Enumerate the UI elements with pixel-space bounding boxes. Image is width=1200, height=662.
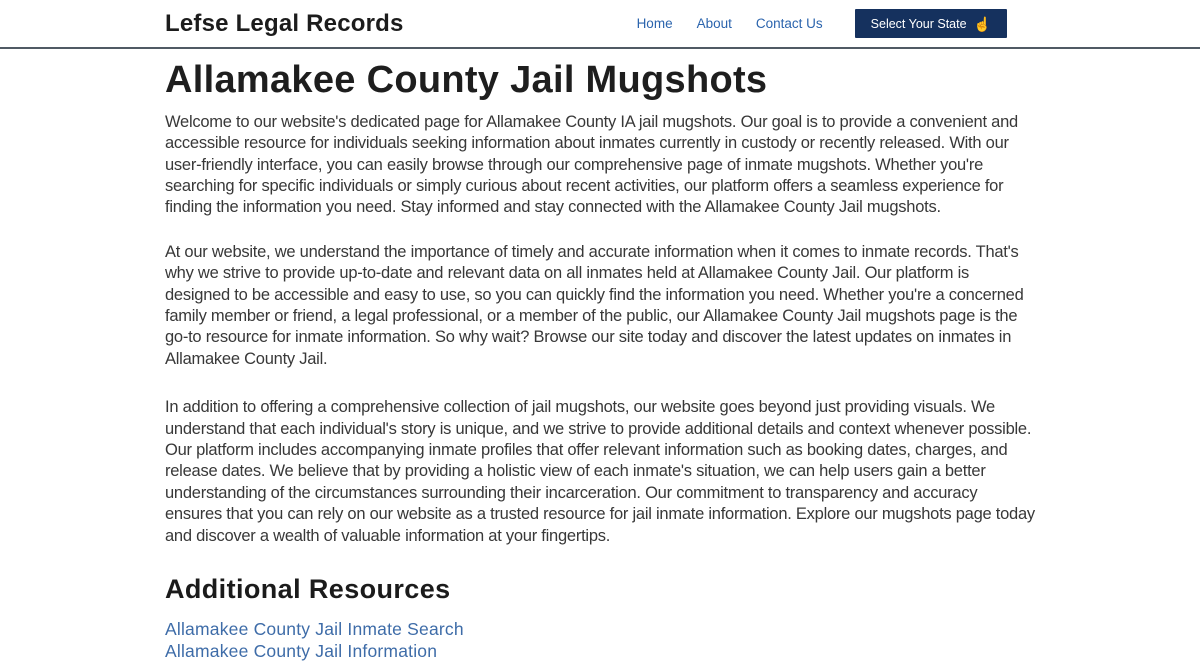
nav-link-home[interactable]: Home (636, 16, 673, 31)
page-title: Allamakee County Jail Mugshots (165, 59, 768, 101)
additional-resources-title: Additional Resources (165, 574, 451, 605)
nav-link-contact-us[interactable]: Contact Us (755, 16, 823, 31)
resource-link-inmate-search[interactable]: Allamakee County Jail Inmate Search (165, 619, 464, 640)
main-nav (637, 16, 823, 31)
nav-link-about[interactable]: About (696, 16, 732, 31)
pointer-hand-icon: ☝ (973, 15, 991, 32)
intro-paragraph: Welcome to our website's dedicated page for Allamakee County IA jail mugshots. Our goal is to provide a convenient and accessible resource for individuals seeking information about inmates currently in custody or recently released. With our user-friendly interface, you can easily browse through our comprehensive page of inmate mugshots. Whether you're searching for specific individuals or simply curious about recent activities, our platform offers a seamless experience for finding the information you need. Stay informed and stay connected with the Allamakee County Jail mugshots. (165, 112, 1018, 217)
select-your-state-button[interactable] (855, 9, 1007, 38)
site-title: Lefse Legal Records (165, 9, 404, 37)
main-content (165, 49, 1035, 662)
header-inner (165, 0, 1035, 47)
resource-link-jail-information[interactable]: Allamakee County Jail Information (165, 641, 438, 662)
importance-paragraph: At our website, we understand the importance of timely and accurate information when it comes to inmate records. That's why we strive to provide up-to-date and relevant data on all inmates held at Allamakee County Jail. Our platform is designed to be accessible and easy to use, so you can quickly find the information you need. Whether you're a concerned family member or friend, a legal professional, or a member of the public, our Allamakee County Jail mugshots page is the go-to resource for inmate information. So why wait? Browse our site today and discover the latest updates on inmates in Allamakee County Jail. (165, 242, 1024, 368)
details-paragraph: In addition to offering a comprehensive collection of jail mugshots, our website goes beyond just providing visuals. We understand that each individual's story is unique, and we strive to provide additional details and context whenever possible. Our platform includes accompanying inmate profiles that offer relevant information such as booking dates, charges, and release dates. We believe that by providing a holistic view of each inmate's situation, we can help users gain a better understanding of the circumstances surrounding their incarceration. Our commitment to transparency and accuracy ensures that you can rely on our website as a trusted resource for jail inmate information. Explore our mugshots page today and discover a wealth of valuable information at your fingertips. (165, 398, 1035, 545)
site-header (0, 0, 1200, 49)
select-your-state-label: Select Your State (870, 16, 967, 31)
